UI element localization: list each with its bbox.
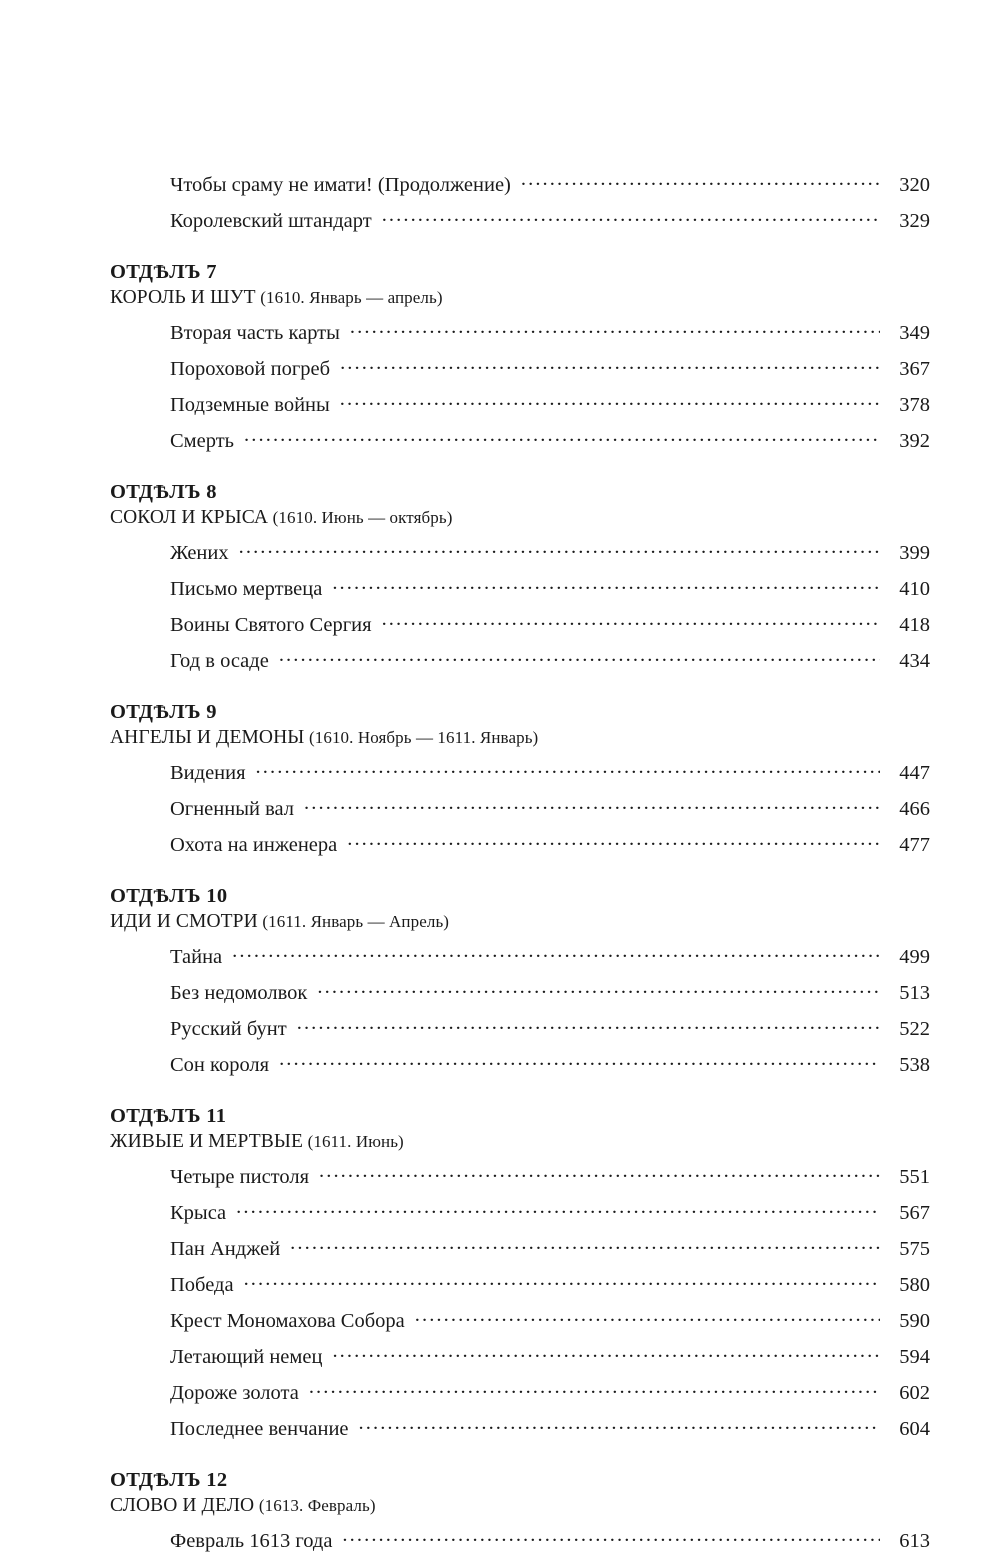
toc-entry-page-number: 410	[899, 577, 930, 600]
toc-entry[interactable]	[110, 978, 930, 1003]
toc-entry-page-number: 447	[899, 761, 930, 784]
toc-leader-dots	[332, 574, 880, 595]
toc-entry-title: Четыре пистоля	[170, 1165, 309, 1188]
toc-leader-dots	[236, 1198, 880, 1219]
toc-leader-dots	[297, 1014, 880, 1035]
toc-entry[interactable]	[110, 538, 930, 563]
toc-entry[interactable]	[110, 354, 930, 379]
toc-leader-dots	[340, 354, 880, 375]
toc-leader-dots	[359, 1414, 880, 1435]
toc-leader-dots	[319, 1162, 880, 1183]
toc-entry-title: Победа	[170, 1273, 234, 1296]
toc-entry-title: Воины Святого Сергия	[170, 613, 372, 636]
toc-section-subtitle	[110, 727, 930, 749]
toc-leader-dots	[244, 1270, 880, 1291]
toc-section-label: ОТДѢЛЪ 11	[110, 1105, 227, 1127]
toc-section-label: ОТДѢЛЪ 9	[110, 701, 217, 723]
toc-entry[interactable]	[110, 574, 930, 599]
toc-entry[interactable]	[110, 646, 930, 671]
toc-leader-dots	[309, 1378, 880, 1399]
toc-entry-page-number: 567	[899, 1201, 930, 1224]
toc-entry-title: Год в осаде	[170, 649, 269, 672]
toc-entry-page-number: 499	[899, 945, 930, 968]
toc-entry-page-number: 590	[899, 1309, 930, 1332]
toc-section	[110, 701, 930, 855]
toc-entry-title: Без недомолвок	[170, 981, 308, 1004]
toc-entry[interactable]	[110, 942, 930, 967]
toc-entry[interactable]	[110, 170, 930, 195]
toc-entry-page-number: 522	[899, 1017, 930, 1040]
toc-entry[interactable]	[110, 830, 930, 855]
toc-leader-dots	[304, 794, 880, 815]
toc-entry-page-number: 418	[899, 613, 930, 636]
toc-entry-title: Видения	[170, 761, 246, 784]
toc-entry-page-number: 513	[899, 981, 930, 1004]
toc-entry[interactable]	[110, 1378, 930, 1403]
toc-entry[interactable]	[110, 426, 930, 451]
toc-entry-title: Крест Мономахова Собора	[170, 1309, 405, 1332]
toc-entry-title: Жених	[170, 541, 229, 564]
toc-entry-title: Русский бунт	[170, 1017, 287, 1040]
toc-section-label: ОТДѢЛЪ 10	[110, 885, 228, 907]
toc-leader-dots	[342, 1526, 880, 1547]
toc-section	[110, 1469, 930, 1551]
toc-entry[interactable]	[110, 1414, 930, 1439]
toc-entry-page-number: 594	[899, 1345, 930, 1368]
toc-entry[interactable]	[110, 1162, 930, 1187]
toc-section-subtitle-main: АНГЕЛЫ И ДЕМОНЫ	[110, 727, 305, 748]
table-of-contents	[110, 170, 930, 1551]
toc-entry[interactable]	[110, 1306, 930, 1331]
toc-section-subtitle-main: ЖИВЫЕ И МЕРТВЫЕ	[110, 1131, 303, 1152]
toc-section-subtitle-main: СОКОЛ И КРЫСА	[110, 507, 269, 528]
toc-entry[interactable]	[110, 610, 930, 635]
toc-section-subtitle-dates: (1613. Февраль)	[258, 1496, 376, 1515]
toc-entry-page-number: 538	[899, 1053, 930, 1076]
toc-entry-page-number: 613	[899, 1529, 930, 1552]
toc-leader-dots	[382, 206, 880, 227]
toc-entry-title: Февраль 1613 года	[170, 1529, 333, 1552]
toc-entry[interactable]	[110, 794, 930, 819]
toc-section-subtitle	[110, 1131, 930, 1153]
toc-entry-title: Дороже золота	[170, 1381, 299, 1404]
toc-entry-page-number: 604	[899, 1417, 930, 1440]
toc-section-subtitle-dates: (1610. Январь — апрель)	[260, 288, 443, 307]
toc-leader-dots	[256, 758, 880, 779]
toc-leader-dots	[332, 1342, 880, 1363]
toc-entry-title: Летающий немец	[170, 1345, 323, 1368]
toc-entry-title: Сон короля	[170, 1053, 270, 1076]
toc-entry-page-number: 399	[899, 541, 930, 564]
toc-entry-page-number: 320	[899, 173, 930, 196]
toc-section	[110, 261, 930, 451]
toc-entry-page-number: 434	[899, 649, 930, 672]
toc-entry[interactable]	[110, 318, 930, 343]
toc-entry[interactable]	[110, 758, 930, 783]
toc-section	[110, 481, 930, 671]
toc-section	[110, 885, 930, 1075]
toc-section-subtitle-dates: (1611. Июнь)	[307, 1132, 404, 1151]
toc-entry-title: Охота на инженера	[170, 833, 338, 856]
toc-leader-dots	[521, 170, 880, 191]
toc-leader-dots	[340, 390, 880, 411]
toc-section-subtitle-main: СЛОВО И ДЕЛО	[110, 1495, 255, 1516]
toc-leader-dots	[244, 426, 880, 447]
toc-section-label: ОТДѢЛЪ 8	[110, 481, 217, 503]
toc-section-subtitle	[110, 507, 930, 529]
toc-entry-title: Королевский штандарт	[170, 209, 372, 232]
toc-section-subtitle-dates: (1611. Январь — Апрель)	[262, 912, 450, 931]
toc-continuation-group	[110, 170, 930, 231]
toc-entry-title: Вторая часть карты	[170, 321, 340, 344]
toc-leader-dots	[232, 942, 880, 963]
toc-leader-dots	[415, 1306, 880, 1327]
toc-entry-title: Тайна	[170, 945, 223, 968]
toc-entry-page-number: 580	[899, 1273, 930, 1296]
toc-entry-page-number: 466	[899, 797, 930, 820]
toc-section-subtitle	[110, 911, 930, 933]
toc-entry[interactable]	[110, 1234, 930, 1259]
toc-entry-page-number: 378	[899, 393, 930, 416]
toc-entry-title: Огненный вал	[170, 797, 295, 820]
toc-leader-dots	[290, 1234, 880, 1255]
toc-entry-page-number: 477	[899, 833, 930, 856]
toc-entry-title: Последнее венчание	[170, 1417, 349, 1440]
toc-section-subtitle-main: КОРОЛЬ И ШУТ	[110, 287, 256, 308]
toc-leader-dots	[350, 318, 880, 339]
toc-entry-page-number: 392	[899, 429, 930, 452]
toc-entry[interactable]	[110, 206, 930, 231]
toc-section-subtitle	[110, 1495, 930, 1517]
toc-leader-dots	[279, 1050, 880, 1071]
toc-entry-title: Подземные войны	[170, 393, 330, 416]
toc-entry-title: Крыса	[170, 1201, 227, 1224]
toc-entry-page-number: 367	[899, 357, 930, 380]
toc-leader-dots	[279, 646, 880, 667]
toc-section-subtitle-dates: (1610. Июнь — октябрь)	[272, 508, 453, 527]
toc-entry-page-number: 551	[899, 1165, 930, 1188]
toc-entry[interactable]	[110, 1342, 930, 1367]
toc-entry-title: Чтобы сраму не имати! (Продолжение)	[170, 173, 511, 196]
toc-entry[interactable]	[110, 1014, 930, 1039]
toc-entry-title: Письмо мертвеца	[170, 577, 323, 600]
toc-entry[interactable]	[110, 1526, 930, 1551]
toc-section	[110, 1105, 930, 1439]
toc-entry-page-number: 602	[899, 1381, 930, 1404]
toc-leader-dots	[317, 978, 880, 999]
toc-section-subtitle-dates: (1610. Ноябрь — 1611. Январь)	[309, 728, 539, 747]
toc-leader-dots	[347, 830, 880, 851]
toc-entry-page-number: 349	[899, 321, 930, 344]
toc-entry-title: Пороховой погреб	[170, 357, 331, 380]
toc-section-label: ОТДѢЛЪ 12	[110, 1469, 228, 1491]
toc-section-label: ОТДѢЛЪ 7	[110, 261, 217, 283]
toc-leader-dots	[382, 610, 880, 631]
toc-entry-page-number: 575	[899, 1237, 930, 1260]
toc-entry-title: Пан Анджей	[170, 1237, 281, 1260]
toc-entry[interactable]	[110, 1198, 930, 1223]
toc-leader-dots	[239, 538, 880, 559]
toc-entry[interactable]	[110, 1270, 930, 1295]
toc-entry[interactable]	[110, 1050, 930, 1075]
toc-entry-title: Смерть	[170, 429, 235, 452]
toc-entry-page-number: 329	[899, 209, 930, 232]
toc-entry[interactable]	[110, 390, 930, 415]
toc-section-subtitle-main: ИДИ И СМОТРИ	[110, 911, 258, 932]
toc-section-subtitle	[110, 287, 930, 309]
